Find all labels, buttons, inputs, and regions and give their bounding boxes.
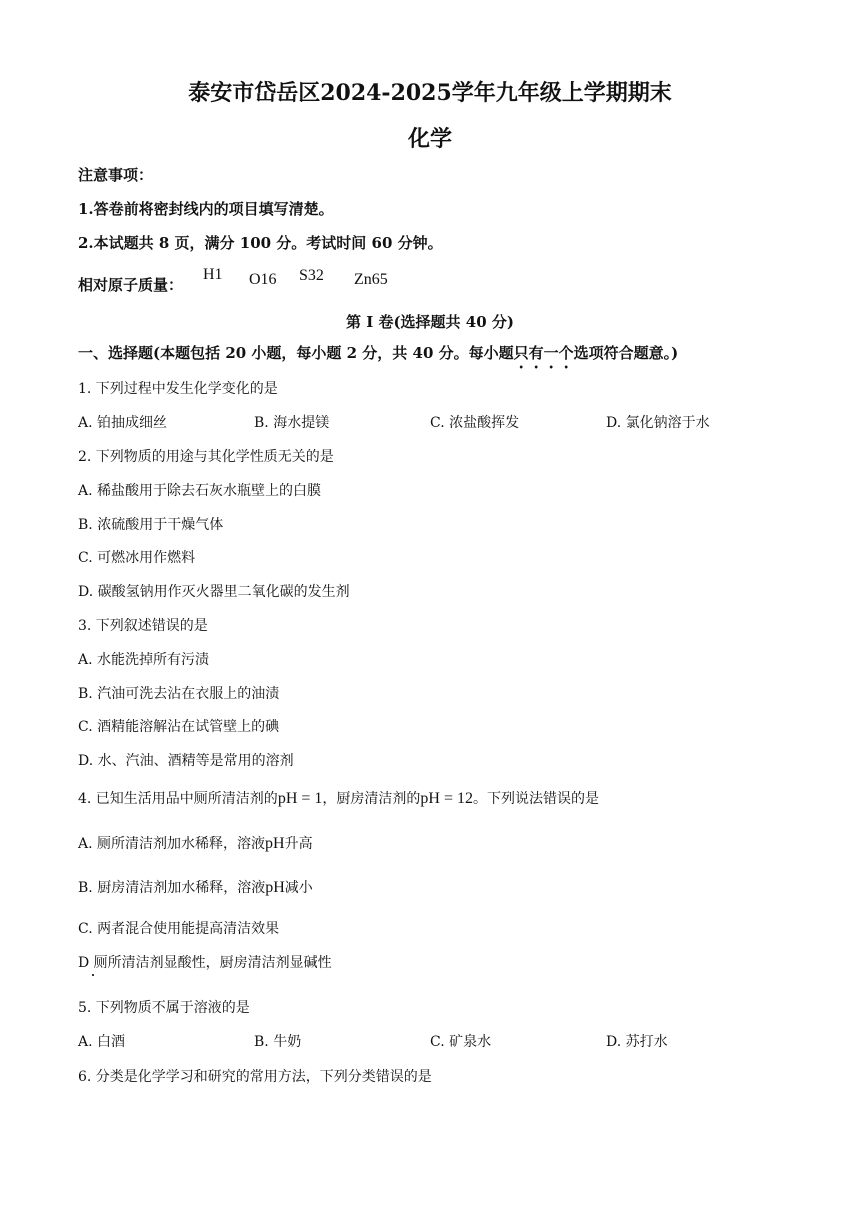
- atomic-mass-zn: Zn65: [354, 271, 388, 288]
- question-2-option-b: B. 浓硫酸用于干燥气体: [78, 517, 224, 533]
- stray-dot: [92, 974, 94, 976]
- question-4-option-a-result: 升高: [284, 836, 313, 852]
- question-1-option-c: C. 浓盐酸挥发: [430, 415, 520, 431]
- question-4-option-d: D 厕所清洁剂显酸性，厨房清洁剂显碱性: [78, 955, 332, 971]
- section-instruction: [78, 342, 678, 372]
- atomic-mass-h: H1: [203, 266, 223, 283]
- atomic-mass-label: 相对原子质量：: [78, 276, 184, 294]
- question-2-option-c: C. 可燃冰用作燃料: [78, 550, 196, 566]
- question-4-option-b-ph: pH: [265, 879, 285, 896]
- question-4-option-a-ph: pH: [265, 835, 285, 852]
- question-5-option-c: C. 矿泉水: [430, 1034, 492, 1050]
- atomic-mass-o: O16: [249, 271, 277, 288]
- question-1-option-b: B. 海水提镁: [254, 415, 330, 431]
- question-3-option-a: A. 水能洗掉所有污渍: [78, 652, 210, 668]
- question-6-stem: 6. 分类是化学学习和研究的常用方法，下列分类错误的是: [78, 1069, 432, 1085]
- question-4-option-b-text: B. 厨房清洁剂加水稀释，溶液: [78, 880, 266, 896]
- question-1-option-d: D. 氯化钠溶于水: [606, 415, 710, 431]
- instruction-text-post: 选项符合题意。): [573, 344, 679, 362]
- question-4-stem: [78, 788, 599, 808]
- question-4-option-a-text: A. 厕所清洁剂加水稀释，溶液: [78, 836, 266, 852]
- instruction-text-pre: 一、选择题(本题包括 20 小题，每小题 2 分，共 40 分。每小题: [78, 344, 514, 362]
- exam-title: 泰安市岱岳区2024-2025学年九年级上学期期末: [188, 80, 672, 106]
- question-2-option-a: A. 稀盐酸用于除去石灰水瓶壁上的白膜: [78, 483, 322, 499]
- question-3-option-b: B. 汽油可洗去沾在衣服上的油渍: [78, 686, 280, 702]
- note-item-2: 2.本试题共 8 页，满分 100 分。考试时间 60 分钟。: [78, 234, 443, 252]
- question-1-option-a: A. 铂抽成细丝: [78, 415, 168, 431]
- question-3-stem: 3. 下列叙述错误的是: [78, 618, 208, 634]
- question-4-option-a: [78, 833, 313, 853]
- atomic-mass-s: S32: [299, 267, 324, 284]
- question-4-stem-text-3: 。下列说法错误的是: [472, 791, 599, 807]
- question-2-option-d: D. 碳酸氢钠用作灭火器里二氧化碳的发生剂: [78, 584, 350, 600]
- exam-subject: 化学: [407, 126, 452, 152]
- question-4-stem-text-1: 4. 已知生活用品中厕所清洁剂的: [78, 791, 278, 807]
- question-5-option-b: B. 牛奶: [254, 1034, 302, 1050]
- question-3-option-c: C. 酒精能溶解沾在试管壁上的碘: [78, 719, 280, 735]
- section-title: 第 I 卷(选择题共 40 分): [346, 313, 514, 331]
- question-4-option-c: C. 两者混合使用能提高清洁效果: [78, 921, 280, 937]
- question-4-option-b-result: 减小: [284, 880, 313, 896]
- question-4-ph-kitchen: pH = 12: [420, 790, 473, 807]
- question-4-option-b: [78, 877, 313, 897]
- question-3-option-d: D. 水、汽油、酒精等是常用的溶剂: [78, 753, 294, 769]
- question-5-option-d: D. 苏打水: [606, 1034, 668, 1050]
- question-2-stem: 2. 下列物质的用途与其化学性质无关的是: [78, 449, 334, 465]
- note-item-1: 1.答卷前将密封线内的项目填写清楚。: [78, 200, 334, 218]
- question-4-stem-text-2: ，厨房清洁剂的: [322, 791, 421, 807]
- instruction-emphasis: 只有一个: [513, 344, 574, 362]
- question-5-option-a: A. 白酒: [78, 1034, 126, 1050]
- question-1-stem: 1. 下列过程中发生化学变化的是: [78, 381, 278, 397]
- notes-heading: 注意事项：: [78, 166, 154, 184]
- question-4-ph-toilet: pH = 1: [277, 790, 323, 807]
- question-5-stem: 5. 下列物质不属于溶液的是: [78, 1000, 250, 1016]
